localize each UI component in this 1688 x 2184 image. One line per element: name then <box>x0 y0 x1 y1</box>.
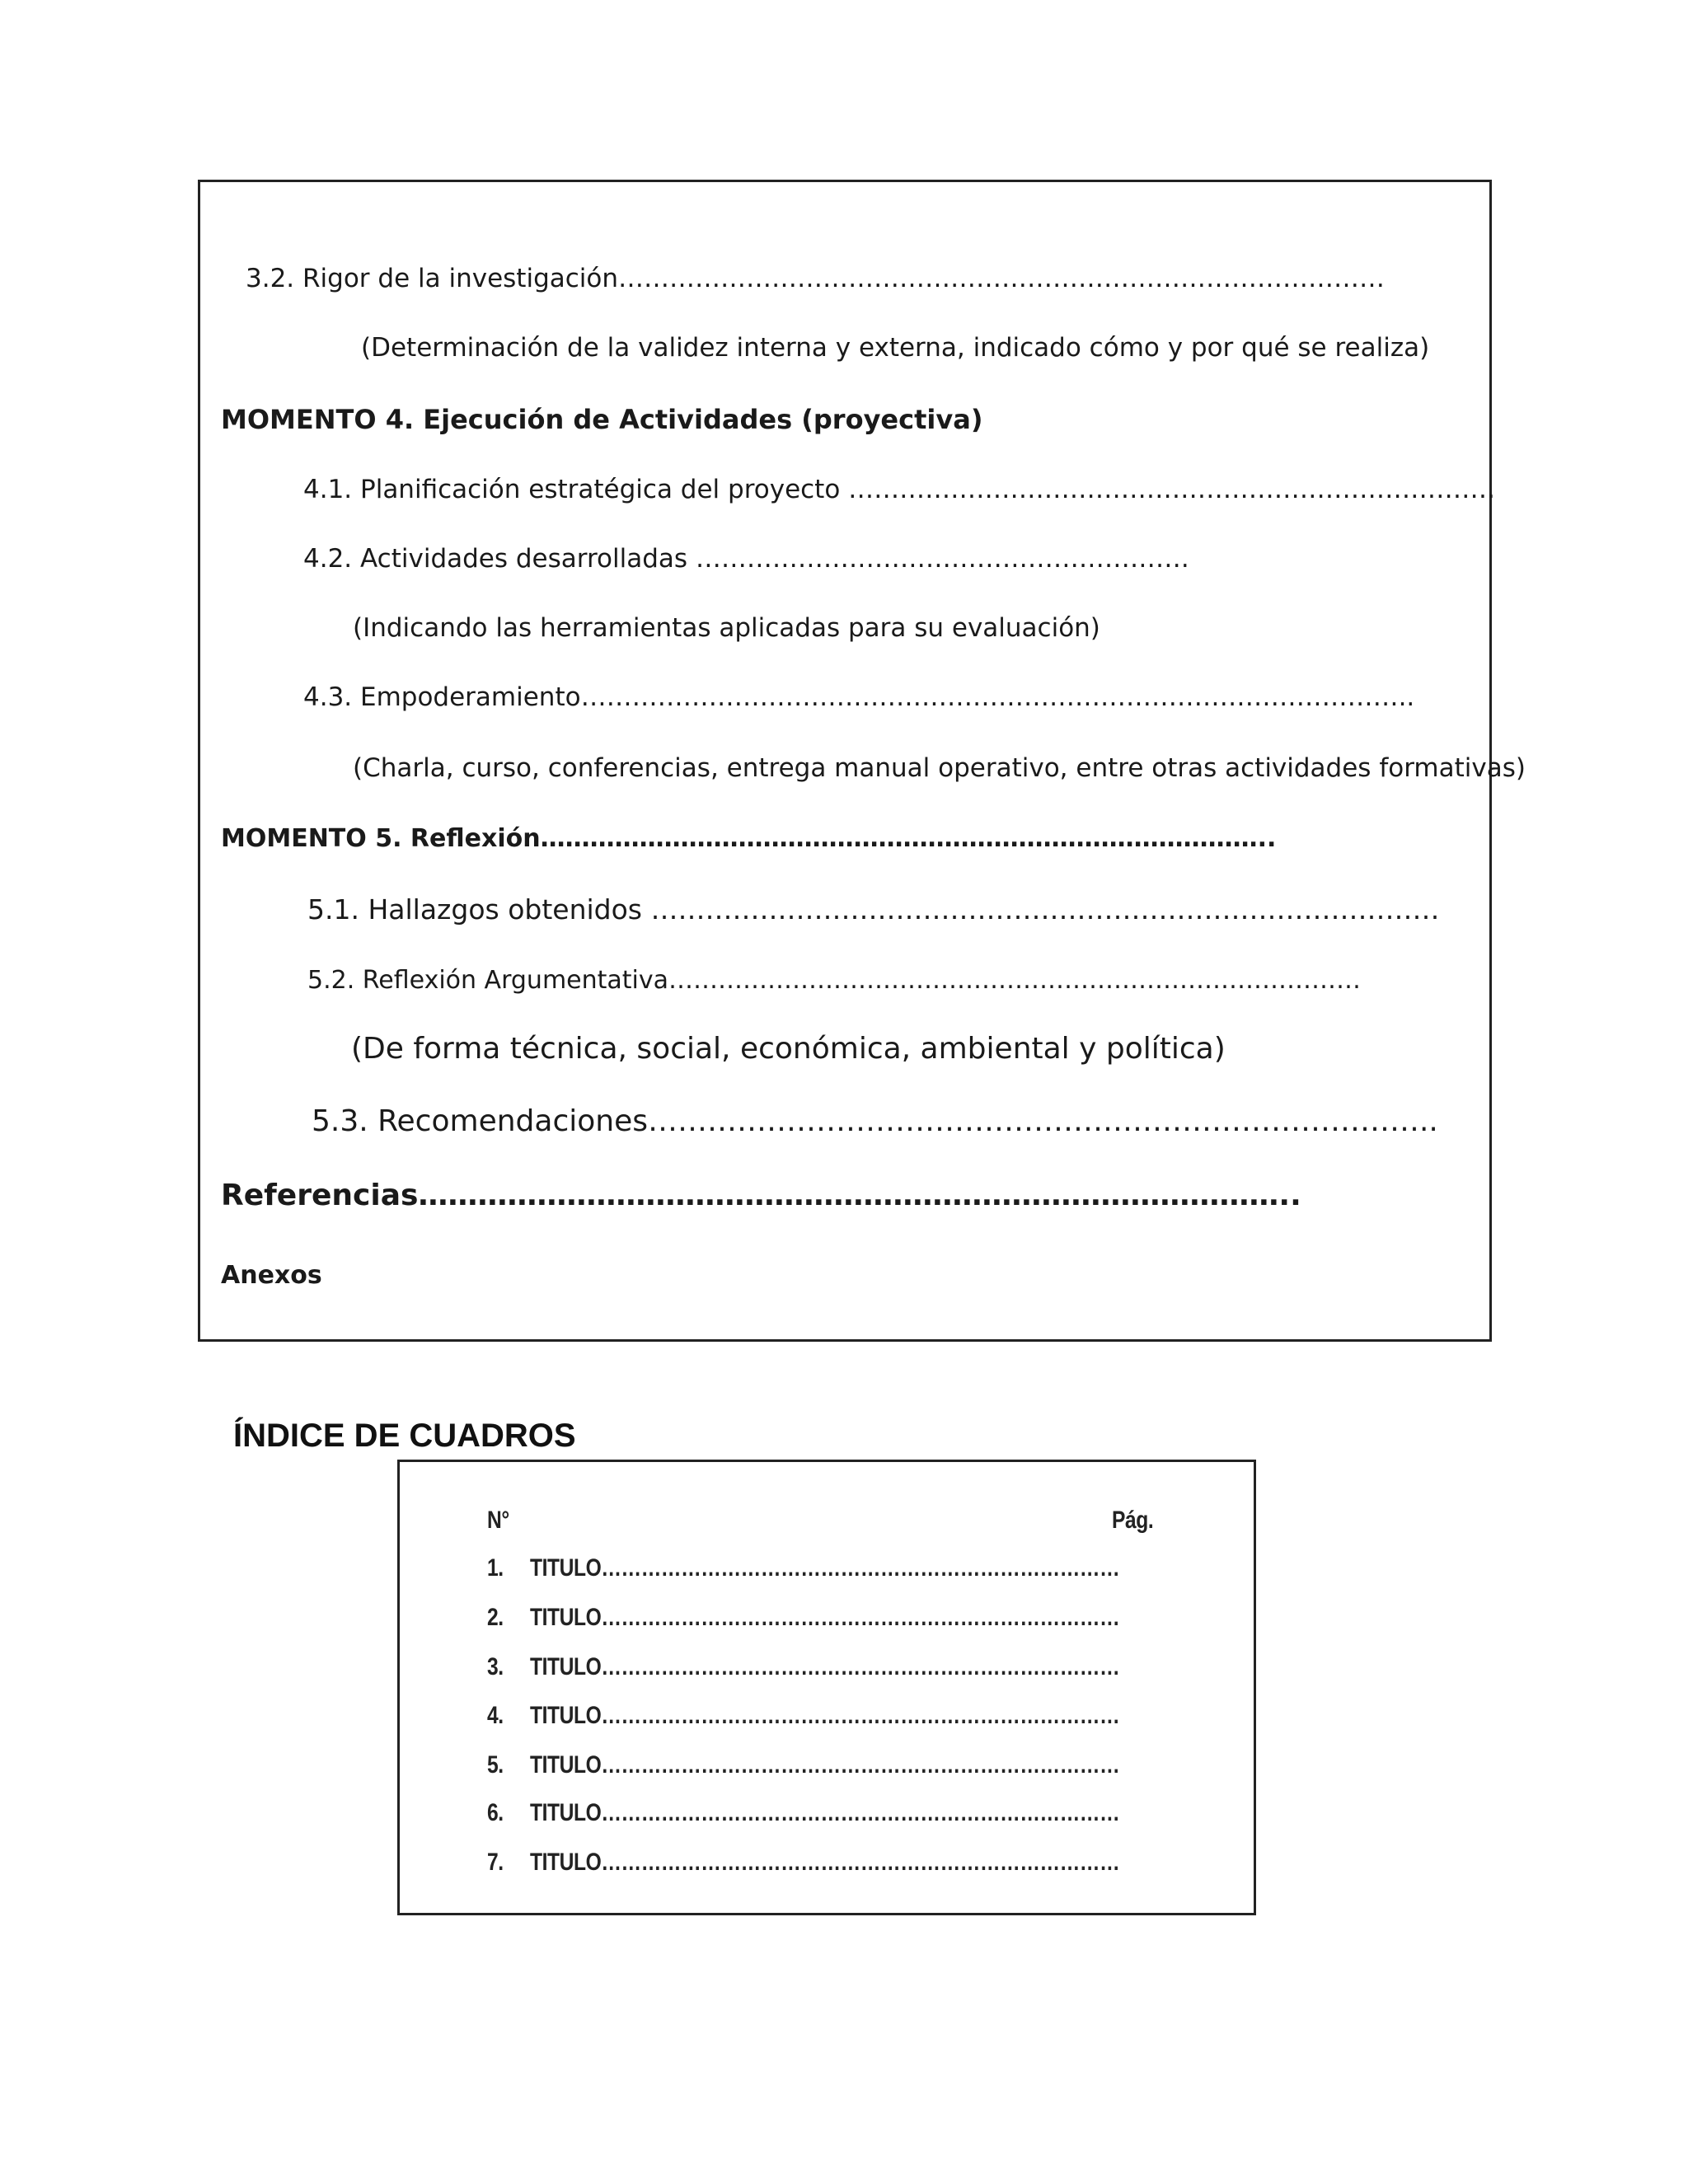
toc-note-3-2: (Determinación de la validez interna y externa, indicado cómo y por qué se realiza) <box>361 333 1430 363</box>
row-number: 1. <box>487 1554 504 1582</box>
toc-note-4-3: (Charla, curso, conferencias, entrega manual operativo, entre otras actividades formativas) <box>353 753 1526 783</box>
row-title: TITULO…………………………………………………………………… <box>530 1554 1120 1582</box>
toc-entry-5-3: 5.3. Recomendaciones…………………………………………………………………….. <box>312 1104 1438 1138</box>
column-header-number: N° <box>487 1507 509 1534</box>
row-number: 6. <box>487 1799 504 1826</box>
toc-heading-anexos: Anexos <box>221 1261 322 1290</box>
row-title: TITULO…………………………………………………………………… <box>530 1653 1120 1680</box>
row-title: TITULO…………………………………………………………………… <box>530 1799 1120 1826</box>
row-number: 5. <box>487 1751 504 1779</box>
toc-entry-5-1: 5.1. Hallazgos obtenidos …………………………………………………………………………… <box>307 893 1440 926</box>
row-title: TITULO…………………………………………………………………… <box>530 1751 1120 1779</box>
toc-heading-momento-5: MOMENTO 5. Reflexión…………………………………………………………………………….. <box>221 824 1277 853</box>
row-title: TITULO…………………………………………………………………… <box>530 1702 1120 1729</box>
toc-heading-referencias: Referencias…………………………………………………………………………….. <box>221 1179 1301 1212</box>
toc-heading-momento-4: MOMENTO 4. Ejecución de Actividades (proyectiva) <box>221 404 983 435</box>
toc-entry-5-2: 5.2. Reflexión Argumentativa………………………………………………………………………… <box>307 966 1362 995</box>
row-number: 4. <box>487 1702 504 1729</box>
toc-note-5-2: (De forma técnica, social, económica, ambiental y política) <box>351 1032 1226 1066</box>
toc-entry-4-3: 4.3. Empoderamiento…………………………………………………………………………………….. <box>303 682 1415 712</box>
row-title: TITULO…………………………………………………………………… <box>530 1604 1120 1631</box>
row-title: TITULO…………………………………………………………………… <box>530 1849 1120 1876</box>
row-number: 7. <box>487 1849 504 1876</box>
toc-note-4-2: (Indicando las herramientas aplicadas para su evaluación) <box>353 613 1100 643</box>
row-number: 2. <box>487 1604 504 1631</box>
toc-entry-4-1: 4.1. Planificación estratégica del proyecto …………………………………………………………………. <box>303 475 1496 504</box>
row-number: 3. <box>487 1653 504 1680</box>
indice-cuadros-heading: ÍNDICE DE CUADROS <box>233 1418 576 1454</box>
toc-entry-4-2: 4.2. Actividades desarrolladas …………………………………………………. <box>303 544 1189 574</box>
toc-entry-3-2: 3.2. Rigor de la investigación……………………………………………………………………………… <box>246 264 1386 293</box>
column-header-page: Pág. <box>1112 1507 1154 1534</box>
toc-box <box>198 180 1526 1342</box>
indice-cuadros-box <box>397 1460 1256 1915</box>
